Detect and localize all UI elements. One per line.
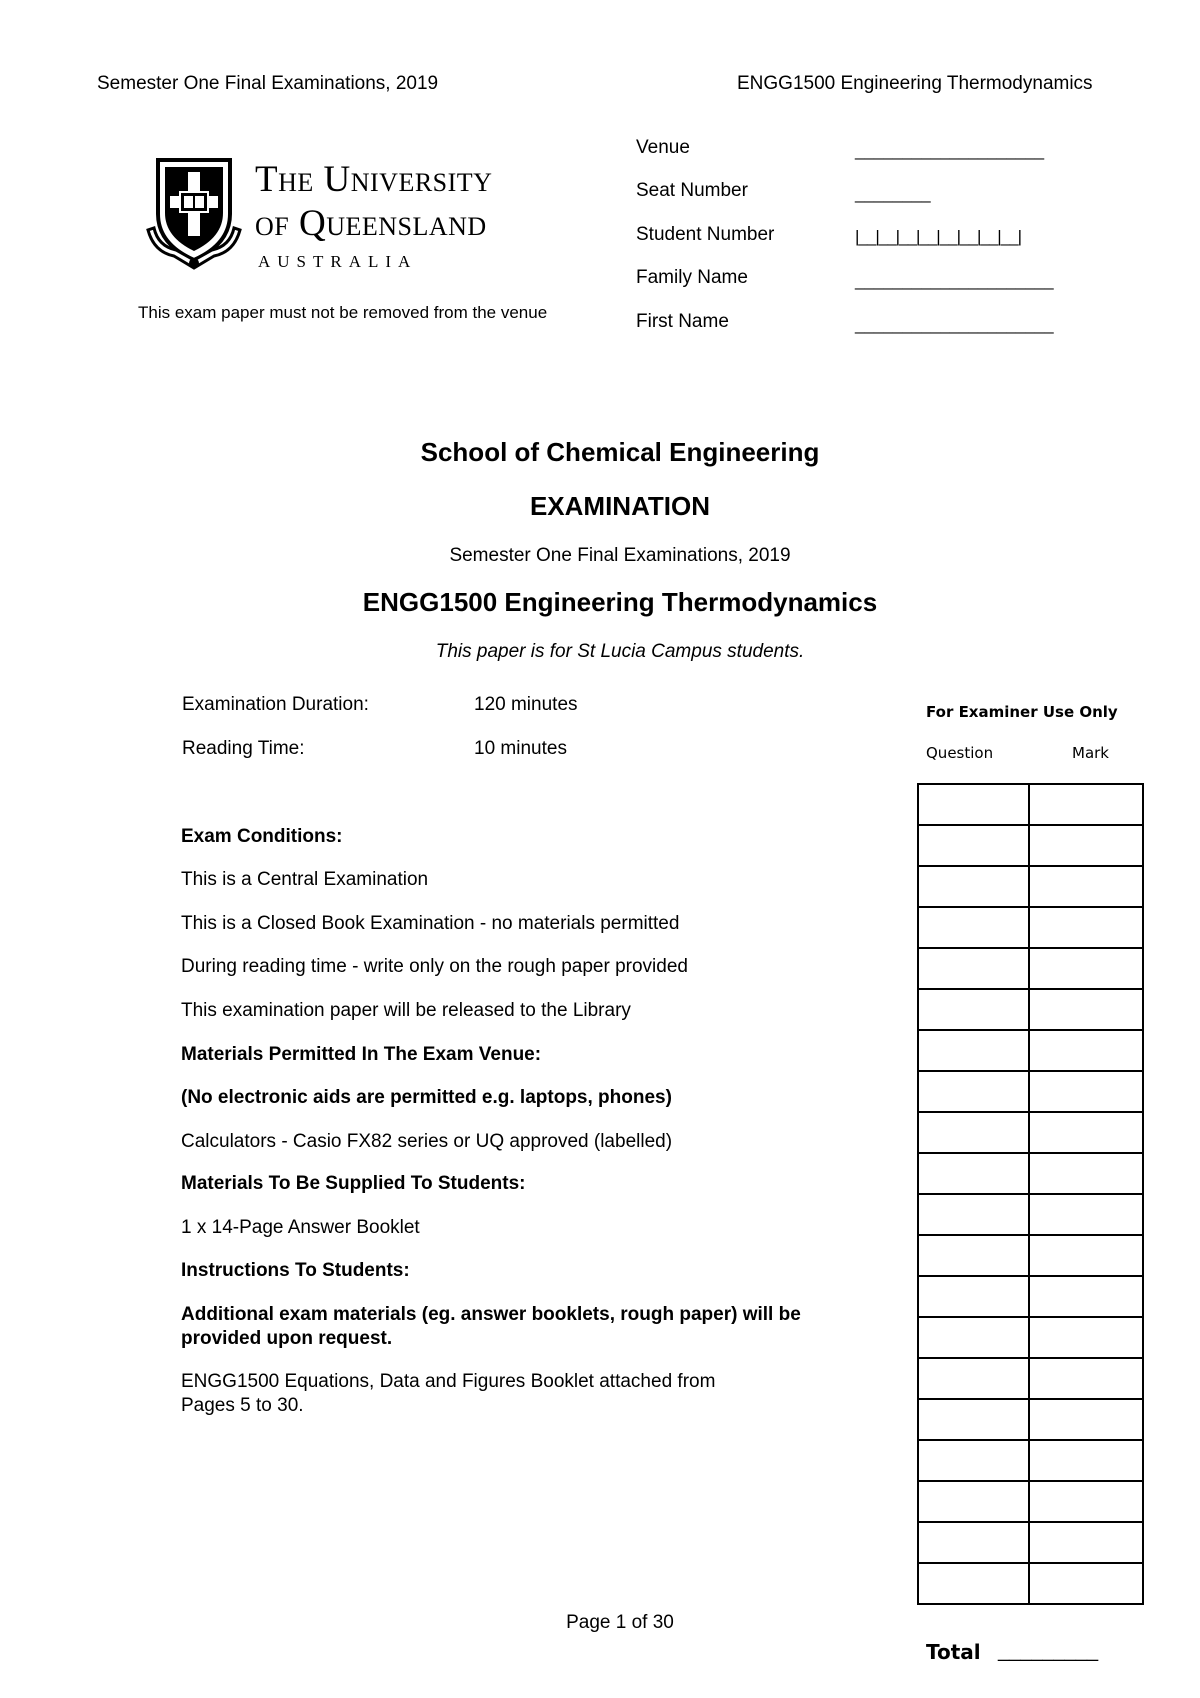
question-cell[interactable] xyxy=(918,1563,1029,1604)
table-row xyxy=(918,1235,1143,1276)
mark-cell[interactable] xyxy=(1029,1153,1143,1194)
question-cell[interactable] xyxy=(918,1522,1029,1563)
header-left: Semester One Final Examinations, 2019 xyxy=(97,73,439,94)
table-row xyxy=(918,1153,1143,1194)
mark-column-header: Mark xyxy=(1072,744,1109,762)
mark-cell[interactable] xyxy=(1029,1194,1143,1235)
condition-line: This is a Closed Book Examination - no materials permitted xyxy=(181,913,680,934)
table-row xyxy=(918,989,1143,1030)
question-cell[interactable] xyxy=(918,1358,1029,1399)
additional-materials-line-1: Additional exam materials (eg. answer booklets, rough paper) will be xyxy=(181,1304,801,1325)
total-field[interactable]: _________ xyxy=(998,1640,1099,1662)
additional-materials-line-2: provided upon request. xyxy=(181,1328,393,1349)
question-cell[interactable] xyxy=(918,866,1029,907)
question-cell[interactable] xyxy=(918,1235,1029,1276)
logo-line-3: AUSTRALIA xyxy=(258,252,418,271)
table-row xyxy=(918,907,1143,948)
student-number-label: Student Number xyxy=(636,224,775,245)
question-cell[interactable] xyxy=(918,1481,1029,1522)
campus-note: This paper is for St Lucia Campus students. xyxy=(435,641,805,662)
school-title: School of Chemical Engineering xyxy=(420,437,820,467)
mark-cell[interactable] xyxy=(1029,1522,1143,1563)
mark-cell[interactable] xyxy=(1029,1235,1143,1276)
first-name-field[interactable]: _____________________ xyxy=(855,315,1054,334)
question-cell[interactable] xyxy=(918,1071,1029,1112)
table-row xyxy=(918,866,1143,907)
question-column-header: Question xyxy=(926,744,994,762)
question-cell[interactable] xyxy=(918,1112,1029,1153)
booklet-line-1: ENGG1500 Equations, Data and Figures Booklet attached from xyxy=(181,1371,716,1392)
condition-line: This is a Central Examination xyxy=(181,869,429,890)
uq-crest-icon xyxy=(144,156,244,276)
answer-booklet-line: 1 x 14-Page Answer Booklet xyxy=(181,1217,420,1238)
logo-line-2: of Queensland xyxy=(255,203,487,244)
total-label: Total xyxy=(926,1640,981,1664)
mark-cell[interactable] xyxy=(1029,1399,1143,1440)
question-cell[interactable] xyxy=(918,1440,1029,1481)
table-row xyxy=(918,1071,1143,1112)
reading-time-value: 10 minutes xyxy=(474,738,567,759)
duration-value: 120 minutes xyxy=(474,694,578,715)
table-row xyxy=(918,1563,1143,1604)
examiner-use-title: For Examiner Use Only xyxy=(926,703,1118,721)
mark-cell[interactable] xyxy=(1029,1563,1143,1604)
materials-supplied-heading: Materials To Be Supplied To Students: xyxy=(181,1173,526,1194)
mark-cell[interactable] xyxy=(1029,1358,1143,1399)
first-name-label: First Name xyxy=(636,311,729,332)
mark-cell[interactable] xyxy=(1029,1276,1143,1317)
mark-cell[interactable] xyxy=(1029,948,1143,989)
table-row xyxy=(918,1276,1143,1317)
mark-cell[interactable] xyxy=(1029,784,1143,825)
question-cell[interactable] xyxy=(918,1317,1029,1358)
table-row xyxy=(918,1112,1143,1153)
semester-line: Semester One Final Examinations, 2019 xyxy=(449,545,791,566)
header-right: ENGG1500 Engineering Thermodynamics xyxy=(737,73,1093,94)
question-cell[interactable] xyxy=(918,948,1029,989)
table-row xyxy=(918,784,1143,825)
table-row xyxy=(918,825,1143,866)
duration-label: Examination Duration: xyxy=(182,694,369,715)
reading-time-label: Reading Time: xyxy=(182,738,305,759)
mark-cell[interactable] xyxy=(1029,907,1143,948)
mark-cell[interactable] xyxy=(1029,866,1143,907)
condition-line: This examination paper will be released to the Library xyxy=(181,1000,631,1021)
table-row xyxy=(918,1481,1143,1522)
table-row xyxy=(918,1399,1143,1440)
seat-number-label: Seat Number xyxy=(636,180,748,201)
booklet-line-2: Pages 5 to 30. xyxy=(181,1395,304,1416)
examiner-marks-table xyxy=(917,783,1144,1605)
seat-number-field[interactable]: ________ xyxy=(855,184,931,203)
venue-label: Venue xyxy=(636,137,690,158)
venue-notice: This exam paper must not be removed from the venue xyxy=(138,303,548,322)
table-row xyxy=(918,948,1143,989)
question-cell[interactable] xyxy=(918,907,1029,948)
question-cell[interactable] xyxy=(918,1399,1029,1440)
no-electronic-aids: (No electronic aids are permitted e.g. laptops, phones) xyxy=(181,1087,672,1108)
conditions-heading: Exam Conditions: xyxy=(181,826,343,847)
mark-cell[interactable] xyxy=(1029,1030,1143,1071)
mark-cell[interactable] xyxy=(1029,825,1143,866)
question-cell[interactable] xyxy=(918,1153,1029,1194)
course-title: ENGG1500 Engineering Thermodynamics xyxy=(362,587,878,617)
logo-line-1: The University xyxy=(255,159,493,200)
exam-title: EXAMINATION xyxy=(529,491,711,521)
mark-cell[interactable] xyxy=(1029,1440,1143,1481)
materials-permitted-heading: Materials Permitted In The Exam Venue: xyxy=(181,1044,542,1065)
page-number: Page 1 of 30 xyxy=(566,1612,674,1633)
mark-cell[interactable] xyxy=(1029,1481,1143,1522)
mark-cell[interactable] xyxy=(1029,1112,1143,1153)
condition-line: During reading time - write only on the rough paper provided xyxy=(181,956,688,977)
table-row xyxy=(918,1030,1143,1071)
instructions-heading: Instructions To Students: xyxy=(181,1260,410,1281)
question-cell[interactable] xyxy=(918,1030,1029,1071)
table-row xyxy=(918,1440,1143,1481)
table-row xyxy=(918,1522,1143,1563)
student-number-field[interactable]: |__|__|__|__|__|__|__|__| xyxy=(855,227,1022,246)
mark-cell[interactable] xyxy=(1029,1071,1143,1112)
table-row xyxy=(918,1194,1143,1235)
table-row xyxy=(918,1358,1143,1399)
mark-cell[interactable] xyxy=(1029,989,1143,1030)
question-cell[interactable] xyxy=(918,825,1029,866)
question-cell[interactable] xyxy=(918,1194,1029,1235)
venue-field[interactable]: ____________________ xyxy=(855,141,1045,160)
family-name-label: Family Name xyxy=(636,267,748,288)
calculators-line: Calculators - Casio FX82 series or UQ approved (labelled) xyxy=(181,1131,673,1152)
question-cell[interactable] xyxy=(918,784,1029,825)
uq-logo xyxy=(144,156,554,276)
question-cell[interactable] xyxy=(918,989,1029,1030)
mark-cell[interactable] xyxy=(1029,1317,1143,1358)
table-row xyxy=(918,1317,1143,1358)
family-name-field[interactable]: _____________________ xyxy=(855,271,1054,290)
question-cell[interactable] xyxy=(918,1276,1029,1317)
